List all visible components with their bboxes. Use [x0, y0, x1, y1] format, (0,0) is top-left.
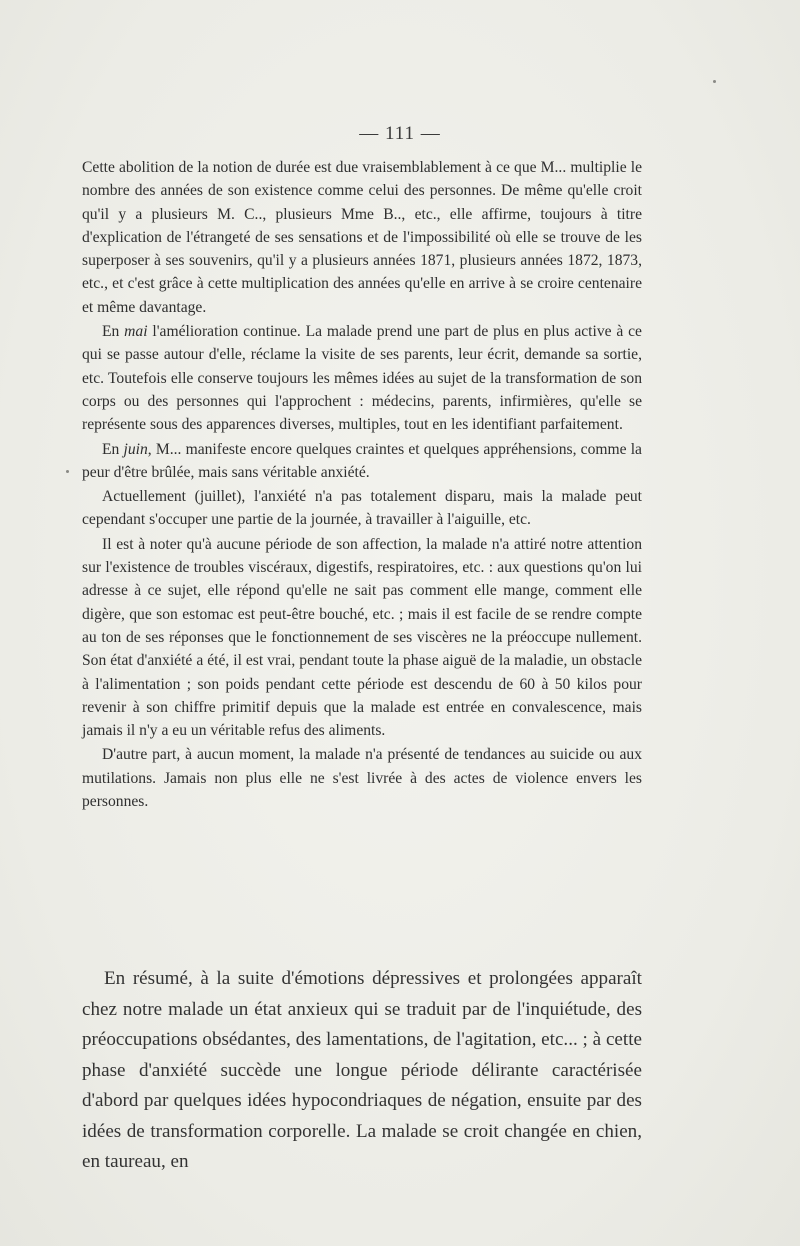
summary-paragraph: En résumé, à la suite d'émotions dépressives et prolongées apparaît chez notre malade un état anxieux qui se traduit par de l'inquiétude, des préoccupations obsédantes, des lamentations, de l'agitation, etc... ; à cette phase d'anxiété succède une longue période délirante caractérisée d'abord par quelques idées hypocondriaques de négation, ensuite par des idées de transformation corporelle. La malade se croit changée en chien, en taureau, en: [82, 968, 642, 1172]
paragraph-june: [82, 438, 642, 485]
summary-section: [82, 964, 642, 1178]
page-number: — 111 —: [359, 123, 441, 144]
paragraph-visceral: Il est à noter qu'à aucune période de son affection, la malade n'a attiré notre attention sur l'existence de troubles viscéraux, digestifs, respiratoires, etc. : aux questions qu'on lui adresse à ce sujet, elle répond qu'elle ne sait pas comment elle mange, comment elle digère, que son estomac est peut-être bouché, etc. ; mais il est facile de se rendre compte au ton de ses réponses que le fonctionnement de ses viscères ne la préoccupe nullement. Son état d'anxiété a été, il est vrai, pendant toute la phase aiguë de la maladie, un obstacle à l'alimentation ; son poids pendant cette période est descendu de 60 à 50 kilos pour revenir à son chiffre primitif depuis que la malade est entrée en convalescence, mais jamais il n'y a eu un véritable refus des aliments.: [82, 535, 642, 740]
paragraph-may: [82, 320, 642, 436]
paragraph-suicide: D'autre part, à aucun moment, la malade n'a présenté de tendances au suicide ou aux mutilations. Jamais non plus elle ne s'est livrée à des actes de violence envers les personnes.: [82, 746, 642, 811]
paragraph-duration: Cette abolition de la notion de durée est due vraisemblablement à ce que M... multiplie le nombre des années de son existence comme celui des personnes. De même qu'elle croit qu'il y a plusieurs M. C.., plusieurs Mme B.., etc., elle affirme, toujours à titre d'explication de l'étrangeté de ses sensations et de l'impossibilité où elle se trouve de les superposer à ses souvenirs, qu'il y a plusieurs années 1871, plusieurs années 1872, 1873, etc., et c'est grâce à cette multiplication des années qu'elle en arrive à se croire centenaire et même davantage.: [82, 159, 642, 316]
month-may: mai: [124, 323, 148, 341]
paragraph-may-text: l'amélioration continue. La malade prend une part de plus en plus active à ce qui se passe autour d'elle, réclame la visite de ses parents, leur écrit, demande sa sortie, etc. Toutefois elle conserve toujours les mêmes idées au sujet de la transformation de son corps ou des personnes qui l'approchent : médecins, parents, infirmières, qu'elle se représente sous des apparences diverses, multiples, tout en les identifiant parfaitement.: [82, 323, 642, 434]
prefix-en: En: [102, 440, 124, 458]
paper-speck: [713, 80, 716, 83]
paragraph-july: Actuellement (juillet), l'anxiété n'a pas totalement disparu, mais la malade peut cependant s'occuper une partie de la journée, à travailler à l'aiguille, etc.: [82, 488, 642, 529]
body-text: [82, 156, 642, 814]
month-june: juin: [123, 440, 148, 458]
paper-speck: [66, 470, 69, 473]
prefix-en: En: [102, 323, 125, 341]
paragraph-june-text: , M... manifeste encore quelques craintes et quelques appréhensions, comme la peur d'être brûlée, mais sans véritable anxiété.: [82, 440, 642, 481]
